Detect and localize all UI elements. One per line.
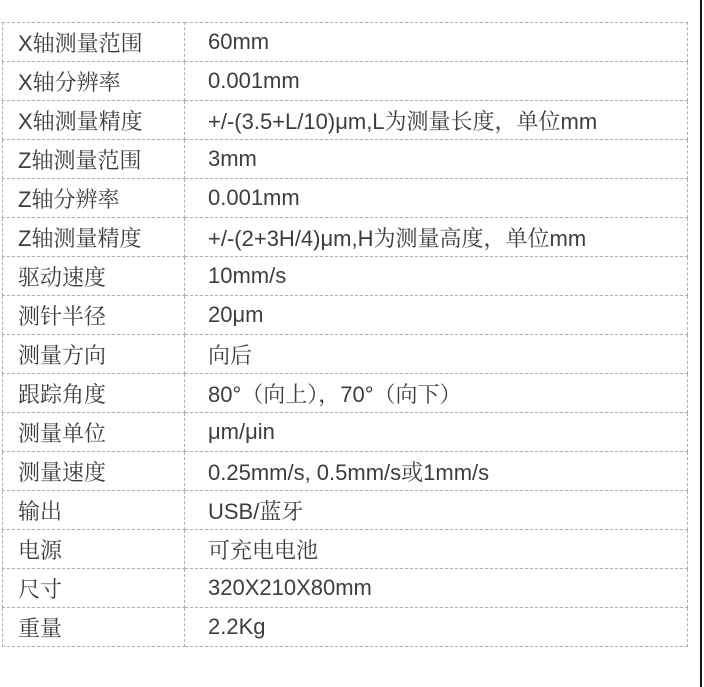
spec-label: X轴测量范围 [3, 23, 185, 62]
spec-value: 0.001mm [185, 62, 688, 101]
spec-value: 20μm [185, 296, 688, 335]
table-row [3, 452, 688, 491]
table-row [3, 530, 688, 569]
spec-label: Z轴测量范围 [3, 140, 185, 179]
spec-label: 重量 [3, 608, 185, 647]
spec-value: 0.001mm [185, 179, 688, 218]
spec-value: 0.25mm/s, 0.5mm/s或1mm/s [185, 452, 688, 491]
spec-value: 可充电电池 [185, 530, 688, 569]
spec-label: 驱动速度 [3, 257, 185, 296]
table-row [3, 218, 688, 257]
spec-label: X轴测量精度 [3, 101, 185, 140]
spec-label: Z轴测量精度 [3, 218, 185, 257]
table-row [3, 335, 688, 374]
spec-label: 测针半径 [3, 296, 185, 335]
spec-value: +/-(2+3H/4)μm,H为测量高度，单位mm [185, 218, 688, 257]
spec-label: 电源 [3, 530, 185, 569]
spec-label: 跟踪角度 [3, 374, 185, 413]
spec-label: 尺寸 [3, 569, 185, 608]
spec-label: 测量方向 [3, 335, 185, 374]
spec-value: USB/蓝牙 [185, 491, 688, 530]
spec-value: μm/μin [185, 413, 688, 452]
spec-label: 输出 [3, 491, 185, 530]
spec-value: 80°（向上），70°（向下） [185, 374, 688, 413]
table-row [3, 140, 688, 179]
spec-value: 320X210X80mm [185, 569, 688, 608]
table-row [3, 101, 688, 140]
spec-label: 测量速度 [3, 452, 185, 491]
spec-value: 60mm [185, 23, 688, 62]
spec-label: Z轴分辨率 [3, 179, 185, 218]
spec-value: 向后 [185, 335, 688, 374]
spec-value: 3mm [185, 140, 688, 179]
table-row [3, 62, 688, 101]
table-row [3, 569, 688, 608]
table-row [3, 257, 688, 296]
table-row [3, 179, 688, 218]
table-row [3, 413, 688, 452]
spec-value: 10mm/s [185, 257, 688, 296]
table-row [3, 23, 688, 62]
table-row [3, 608, 688, 647]
page-right-edge-line [700, 0, 702, 687]
spec-label: X轴分辨率 [3, 62, 185, 101]
spec-label: 测量单位 [3, 413, 185, 452]
table-row [3, 374, 688, 413]
spec-value: 2.2Kg [185, 608, 688, 647]
table-row [3, 491, 688, 530]
table-row [3, 296, 688, 335]
spec-value: +/-(3.5+L/10)μm,L为测量长度，单位mm [185, 101, 688, 140]
spec-table [2, 22, 688, 647]
